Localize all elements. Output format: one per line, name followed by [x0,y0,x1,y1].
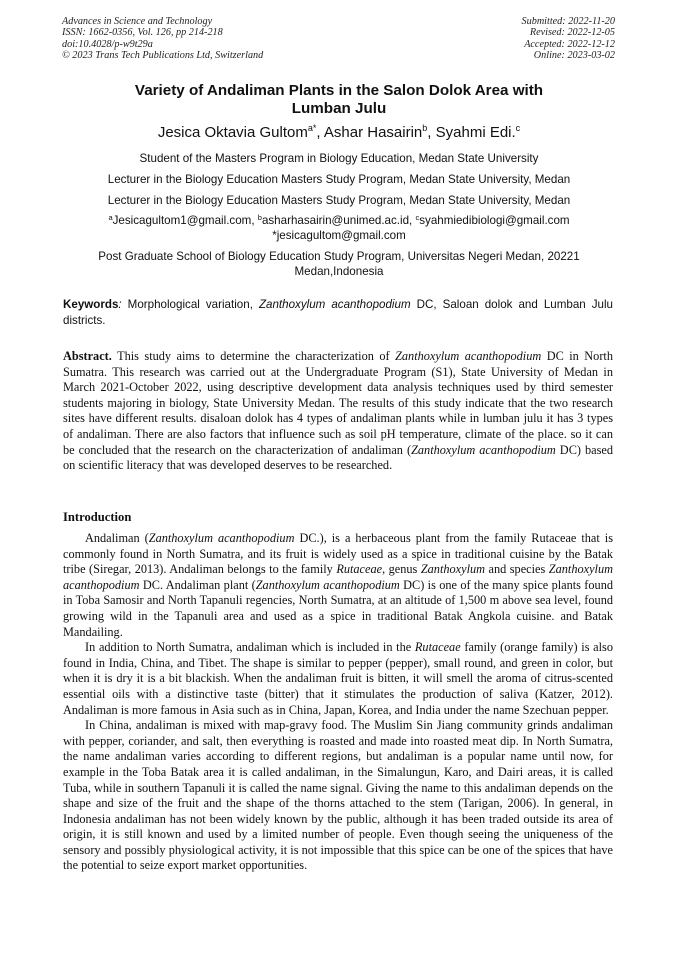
keywords-species: Zanthoxylum acanthopodium [258,298,411,311]
author-3-sup: c [515,123,521,133]
journal-header-right [522,16,615,62]
intro-paragraph-2 [63,640,613,718]
author-1-sup: a* [307,123,317,133]
journal-name: Advances in Science and Technology [62,16,213,27]
introduction-body [63,531,613,874]
email-b-sup: b [257,213,262,222]
journal-issn: ISSN: 1662-0356, Vol. 126, pp 214-218 [62,27,223,39]
p2-text-1: In addition to North Sumatra, andaliman which is included in the [85,640,415,655]
author-2: , Ashar Hasairin [316,124,423,141]
affiliation-a: Student of the Masters Program in Biology Education, Medan State University [139,152,539,165]
email-a: Jesicagultom1@gmail.com, [112,214,258,227]
p1-family: Rutaceae [336,562,383,577]
online-date: Online: 2023-03-02 [533,50,615,62]
email-b: asharhasairin@unimed.ac.id, [261,214,416,227]
p2-text-2: family (orange family) is also found in India, China, and Tibet. The shape is similar to pepper (pepper), small round, and green in color, but when it is dry it is a bit blackish. When the andaliman fruit is bitten, it will smell the aroma of citrus-scented essential oils with a distinctive taste (bitter) that it stimulates the production of saliva (Katzer, 2012). Andaliman is more famous in Asia such as in China, Japan, Korea, and India under the name Szechuan pepper. [63,640,613,717]
p1-text-1: Andaliman ( [85,531,149,545]
intro-paragraph-1 [63,531,613,640]
abstract-text-1: This study aims to determine the characterization of [111,349,396,363]
title-line-1: Variety of Andaliman Plants in the Salon Dolok Area with [134,82,544,99]
postgrad-affiliation [60,249,618,279]
title-line-2: Lumban Julu [291,100,387,117]
abstract-text-2: DC in North Sumatra. This research was carried out at the Undergraduate Program (S1), State University of Medan in March 2021-October 2022, using descriptive development data analysis techniques used by third semester students majoring in biology, State University Medan. The results of this study indicate that the two research sites have different results. disaloan dolok has 4 types of andaliman plants while in lumban julu it has 3 types of andaliman. There are also factors that influence such as soil pH temperature, climate of the place. so it can be concluded that the research on the characterization of andaliman ( [63,349,613,457]
affiliation-b: Lecturer in the Biology Education Masters Study Program, Medan State University, Medan [107,173,571,186]
corresponding-email: *jesicagultom@gmail.com [272,229,406,242]
keywords [63,297,613,329]
abstract-species-2: Zanthoxylum acanthopodium [411,442,556,457]
accepted-date: Accepted: 2022-12-12 [524,38,615,50]
affiliation-c: Lecturer in the Biology Education Masters Study Program, Medan State University, Medan [107,194,571,207]
email-line [60,213,618,228]
p2-family: Rutaceae [414,640,461,655]
revised-date: Revised: 2022-12-05 [529,27,615,39]
journal-doi: doi:10.4028/p-w9t29a [62,38,153,50]
p1-text-4: and species [485,562,549,577]
p1-species-2: Zanthoxylum acanthopodium [63,562,613,592]
keywords-label: Keywords [63,298,119,311]
introduction-heading: Introduction [63,510,132,524]
author-1: Jesica Oktavia Gultom [157,124,308,141]
author-2-sup: b [422,123,428,133]
keywords-colon: : [118,298,128,311]
abstract-label: Abstract. [63,349,112,363]
p1-text-3: , genus [382,562,421,577]
email-a-sup: a [108,213,113,222]
p1-species-3: Zanthoxylum acanthopodium [255,577,400,592]
p1-text-5: DC. Andaliman plant ( [139,577,256,592]
p1-text-6: DC) is one of the many spice plants found in Toba Samosir and North Tapanuli regencies, North Sumatra, at an altitude of 1,500 m above sea level, found growing wild in the Tapanuli area and used as a spice in traditional Batak Angkola cuisine. and Batak Mandailing. [63,577,613,639]
keywords-text-2: DC, Saloan dolok and Lumban Julu districts. [63,298,614,327]
email-c: syahmiedibiologi@gmail.com [419,214,570,227]
email-c-sup: c [415,213,420,222]
p1-species-1: Zanthoxylum acanthopodium [148,531,295,545]
abstract-text-3: DC) based on scientific literacy that was developed deserves to be researched. [63,442,613,473]
p1-text-2: DC.), is a herbaceous plant from the family Rutaceae that is commonly found in North Sumatra, and its fruit is widely used as a spice in traditional cuisine by the Batak tribe (Siregar, 2013). Andaliman belongs to the family [63,531,613,577]
keywords-text-1: Morphological variation, [127,298,259,311]
abstract [63,349,613,474]
submitted-date: Submitted: 2022-11-20 [521,16,615,27]
author-list [60,124,618,142]
abstract-species-1: Zanthoxylum acanthopodium [395,349,542,363]
intro-paragraph-3: In China, andaliman is mixed with map-gravy food. The Muslim Sin Jiang community grinds andaliman with pepper, coriander, and salt, then everything is roasted and made into roasted meat dip. In North Sumatra, the name andaliman varies according to different regions, but andaliman is a popular name until now, for example in the Toba Batak area it is called andaliman, in the Simalungun, Karo, and Dairi areas, it is called Tuba, while in southern Tapanuli it is called the name signal. Giving the name to this andaliman depends on the shape and size of the fruit and the shape of the thorns attached to the stem (Tarigan, 2006). In general, in Indonesia andaliman has not been widely known by the public, although it has been traded outside its area of origin, it is still known and used by a limited number of people. Even though seeing the uniqueness of the sensory and possibly physiological activity, it is not impossible that this spice can be one of the spices that have the potential to seize export market opportunities. [63,718,613,873]
postgrad-line-2: Medan,Indonesia [294,265,384,278]
paper-title [90,82,588,118]
journal-header-left [62,16,263,62]
p1-genus: Zanthoxylum [420,562,486,577]
postgrad-line-1: Post Graduate School of Biology Education Study Program, Universitas Negeri Medan, 20221 [98,250,580,263]
author-3: , Syahmi Edi. [427,124,516,141]
journal-copyright: © 2023 Trans Tech Publications Ltd, Switzerland [62,50,264,62]
